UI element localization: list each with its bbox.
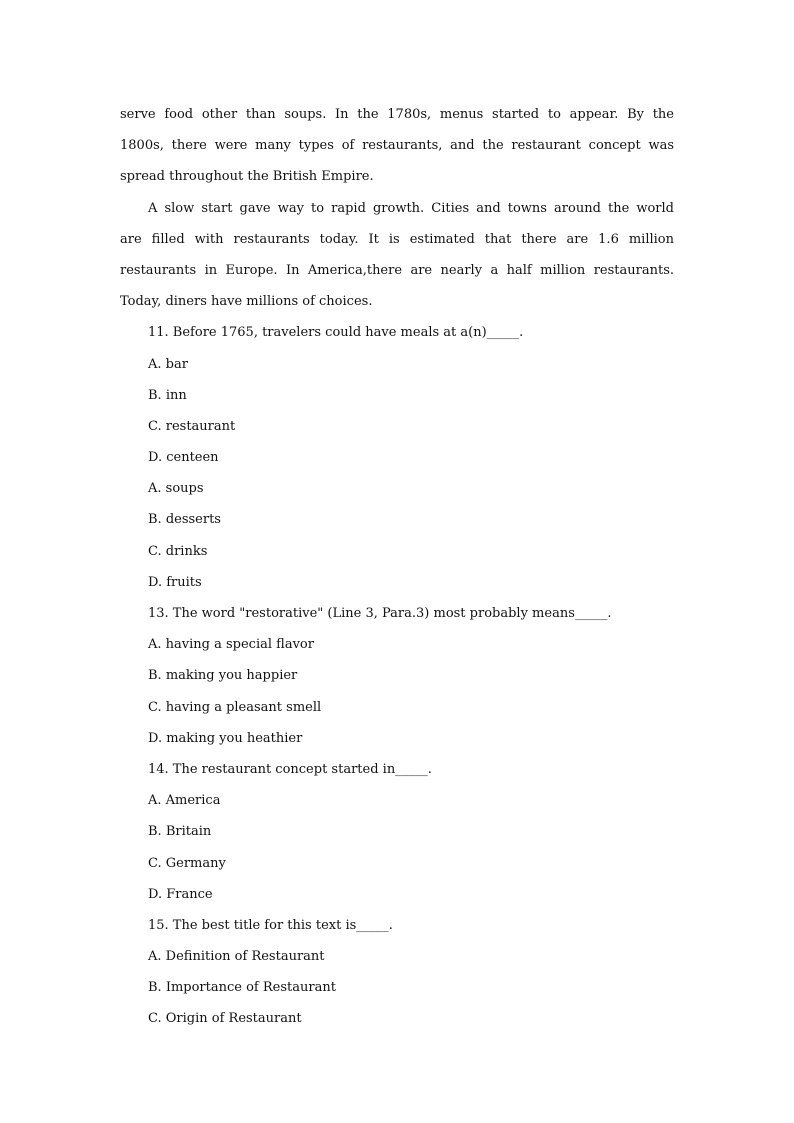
passage-paragraph-2 <box>120 193 674 318</box>
answer-option: D. making you heathier <box>148 730 303 746</box>
answer-option: C. having a pleasant smell <box>148 699 322 715</box>
answer-option: B. making you happier <box>148 668 298 684</box>
question-stem: 15. The best title for this text is_____. <box>148 917 393 933</box>
question-11 <box>120 317 674 473</box>
answer-option: B. desserts <box>148 512 221 528</box>
answer-option: A. Definition of Restaurant <box>148 949 325 965</box>
passage-line: restaurants in Europe. In America,there are nearly a half million restaurants. <box>120 262 674 278</box>
answer-option: B. inn <box>148 387 187 403</box>
answer-option: D. France <box>148 886 213 902</box>
passage-line: spread throughout the British Empire. <box>120 169 374 185</box>
question-15 <box>120 910 674 1035</box>
question-14 <box>120 754 674 910</box>
passage-line: Today, diners have millions of choices. <box>120 294 373 310</box>
answer-option: C. restaurant <box>148 418 236 434</box>
question-12-options <box>120 473 674 598</box>
answer-option: A. America <box>148 793 221 809</box>
question-stem: 13. The word "restorative" (Line 3, Para.3) most probably means_____. <box>148 606 612 621</box>
answer-option: D. fruits <box>148 574 202 590</box>
passage-line: are filled with restaurants today. It is estimated that there are 1.6 million <box>120 231 674 247</box>
answer-option: B. Importance of Restaurant <box>148 980 336 996</box>
passage-line: serve food other than soups. In the 1780s, menus started to appear. By the <box>120 107 674 122</box>
answer-option: C. drinks <box>148 543 208 559</box>
question-stem: 14. The restaurant concept started in_____. <box>148 761 432 777</box>
passage-paragraph-1 <box>120 99 674 193</box>
answer-option: C. Origin of Restaurant <box>148 1011 302 1027</box>
passage-line: A slow start gave way to rapid growth. Cities and towns around the world <box>148 200 674 216</box>
answer-option: A. bar <box>148 356 188 372</box>
document-page <box>120 99 674 1035</box>
answer-option: A. having a special flavor <box>148 637 314 653</box>
answer-option: D. centeen <box>148 450 219 466</box>
question-stem: 11. Before 1765, travelers could have meals at a(n)_____. <box>148 325 524 341</box>
passage-line: 1800s, there were many types of restaurants, and the restaurant concept was <box>120 138 674 154</box>
answer-option: A. soups <box>148 481 204 497</box>
answer-option: C. Germany <box>148 855 226 871</box>
question-13 <box>120 598 674 754</box>
answer-option: B. Britain <box>148 824 212 840</box>
